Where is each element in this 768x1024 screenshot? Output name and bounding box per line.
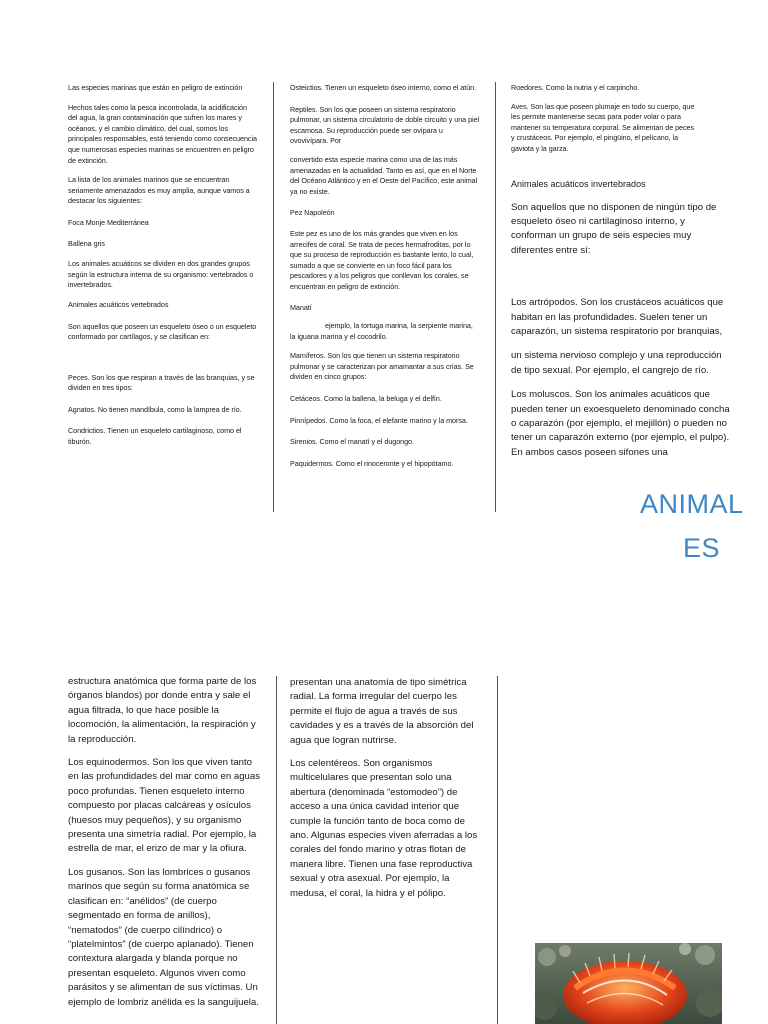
paragraph: La lista de los animales marinos que se encuentran seriamente amenazados es muy amplia, aunque vamos a destacar los siguientes: xyxy=(68,175,250,206)
column-4 xyxy=(68,675,261,1019)
paragraph: Peces. Son los que respiran a través de las branquias, y se dividen en tres tipos: xyxy=(68,372,255,393)
paragraph: Roedores. Como la nutria y el carpincho. xyxy=(511,83,640,92)
title-line: ANIMAL xyxy=(640,489,744,519)
paragraph: Agnatos. No tienen mandíbula, como la lamprea de río. xyxy=(68,404,242,414)
column-divider xyxy=(497,676,498,1024)
species-heading: Foca Monje Mediterránea xyxy=(68,217,149,227)
column-2 xyxy=(290,83,480,478)
paragraph: Hechos tales como la pesca incontrolada, la acidificación del agua, la gran contaminación que sufren los mares y océanos, y el cambio climático, del cual, somos los principales responsables, está teniendo como consecuencia que numerosas especies marinas se encuentren en peligro de extinción. xyxy=(68,102,257,165)
paragraph: Aves. Son las que poseen plumaje en todo su cuerpo, que les permite mantenerse secas para poder volar o para mantener su temperatura corporal. Se alimentan de peces y crustáceos. Por ejemplo, el pingüino, el pelícano, la gaviota y la garza. xyxy=(511,101,695,153)
paragraph: Este pez es uno de los más grandes que viven en los arrecifes de coral. Se trata de peces hermafroditas, por lo que su proceso de reproducción es bastante lento, lo cual, sumado a que se convierte en un foco fácil para los pescadores y a los peligros que conllevan los corales, se encuentran en peligro de extinción. xyxy=(290,228,474,291)
paragraph: Condrictios. Tienen un esqueleto cartilaginoso, como el tiburón. xyxy=(68,426,242,447)
paragraph: Son aquellos que poseen un esqueleto óseo o un esqueleto conformado por cartílagos, y se clasifican en: xyxy=(68,321,257,342)
paragraph: Son aquellos que no disponen de ningún tipo de esqueleto óseo ni cartilaginoso interno, y conforman un grupo de seis especies muy diferentes entre sí: xyxy=(511,201,717,256)
column-5 xyxy=(290,676,482,910)
paragraph: Los equinodermos. Son los que viven tanto en las profundidades del mar como en aguas poco profundas. Tienen esqueleto interno compuesto por placas calcáreas y osículos (huesos muy pequeños), y su organismo presenta una simetría radial. Por ejemplo, la estrella de mar, el erizo de mar y la ofiura. xyxy=(68,757,260,855)
paragraph: Los celentéreos. Son organismos multicelulares que presentan solo una abertura (denominada “estomodeo”) de acceso a una única cavidad interior que cumple la función tanto de boca como de ano. Algunas especies viven aferradas a los corales del fondo marino y otras flotan de manera libre. Tienen una fase reproductiva sexual y otra asexual. Por ejemplo, la medusa, el coral, la hidra y el pólipo. xyxy=(290,758,478,899)
section-heading: Animales acuáticos invertebrados xyxy=(511,178,646,189)
section-title: Las especies marinas que están en peligro de extinción xyxy=(68,83,243,92)
paragraph: Los moluscos. Son los animales acuáticos que pueden tener un exoesqueleto denominado concha o caparazón (por ejemplo, el mejillón) o pueden no tener un caparazón externo (por ejemplo, el pulpo). En ambos casos poseen sifones una xyxy=(511,389,730,458)
column-divider xyxy=(273,82,274,512)
paragraph: Sirenios. Como el manatí y el dugongo. xyxy=(290,437,414,447)
flame-scallop-photo xyxy=(535,943,722,1024)
species-heading: Manatí xyxy=(290,302,312,312)
paragraph: ejemplo, la tortuga marina, la serpiente marina, la iguana marina y el cocodrilo. xyxy=(290,321,473,341)
column-3 xyxy=(511,83,731,469)
paragraph: Mamíferos. Son los que tienen un sistema respiratorio pulmonar y se caracterizan por amamantar a sus crías. Se dividen en cinco grupos: xyxy=(290,351,474,382)
paragraph: presentan una anatomía de tipo simétrica radial. La forma irregular del cuerpo les permite el flujo de agua a través de sus cavidades y es a través de la absorción del agua que logran nutrirse. xyxy=(290,677,474,746)
paragraph: Osteictios. Tienen un esqueleto óseo interno, como el atún. xyxy=(290,83,477,92)
paragraph: Pinnípedos. Como la foca, el elefante marino y la morsa. xyxy=(290,415,468,425)
paragraph: un sistema nervioso complejo y una reproducción de tipo sexual. Por ejemplo, el cangrejo de río. xyxy=(511,350,722,376)
column-divider xyxy=(276,676,277,1024)
title-line: ES xyxy=(683,533,721,563)
paragraph: Los animales acuáticos se dividen en dos grandes grupos según la estructura interna de su organismo: vertebrados o invertebrados. xyxy=(68,259,254,290)
species-heading: Ballena gris xyxy=(68,238,105,248)
paragraph: Cetáceos. Como la ballena, la beluga y el delfín. xyxy=(290,394,442,404)
page-title xyxy=(640,486,744,566)
section-heading: Animales acuáticos vertebrados xyxy=(68,299,169,309)
species-heading: Pez Napoleón xyxy=(290,208,335,218)
paragraph: convertido esta especie marina como una de las más amenazadas en la actualidad. Tanto es así, que en el Norte del Océano Atlántico y en el Oeste del Pacífico, este animal ya no existe. xyxy=(290,154,478,196)
paragraph: Los artrópodos. Son los crustáceos acuáticos que habitan en las profundidades. Suelen tener un caparazón, un sistema respiratorio por branquias, xyxy=(511,297,724,337)
column-divider xyxy=(495,82,496,512)
paragraph: Reptiles. Son los que poseen un sistema respiratorio pulmonar, un sistema circulatorio de doble circuito y una piel escamosa. Su reproducción puede ser ovípara u ovovivípara. Por xyxy=(290,104,480,146)
paragraph: estructura anatómica que forma parte de los órganos blandos) por donde entra y sale el agua filtrada, lo que hace posible la locomoción, la alimentación, la respiración y la reproducción. xyxy=(68,676,257,745)
paragraph: Los gusanos. Son las lombrices o gusanos marinos que según su forma anatómica se clasifican en: “anélidos” (de cuerpo segmentado en forma de anillos), “nematodos” (de cuerpo cilíndrico) o “platelmintos” (de cuerpo aplanado). Tienen contextura alargada y blanda porque no presentan esqueleto. Algunos viven como parásitos y se alimentan de sus víctimas. Un ejemplo de lombriz anélida es la sanguijuela. xyxy=(68,866,259,1008)
column-1 xyxy=(68,83,258,457)
paragraph: Paquidermos. Como el rinoceronte y el hipopótamo. xyxy=(290,458,454,468)
